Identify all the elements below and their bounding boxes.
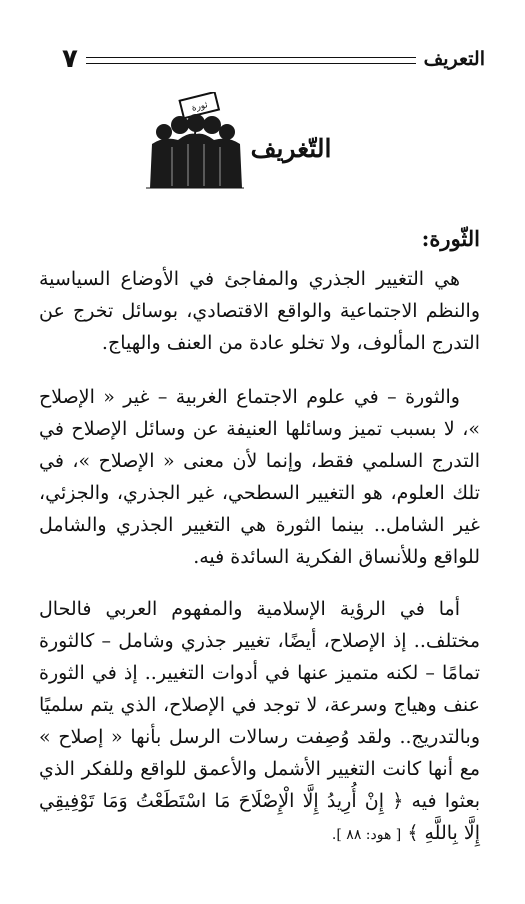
section-term: الثّورة: [421,226,480,251]
paragraph-definition [39,263,480,359]
paragraph-text-with-reference [39,593,480,851]
chapter-title: التّغريف [250,134,332,163]
page-number: ٧ [62,44,78,74]
quran-reference: [ هود: ٨٨ ]. [331,827,402,843]
paragraph-islamic-view [39,593,480,851]
running-header [62,46,485,72]
protest-crowd-emblem-icon [140,92,250,190]
paragraph-text: هي التغيير الجذري والمفاجئ في الأوضاع السياسية والنظم الاجتماعية والواقع الاقتصادي، بوسائل تخرج عن التدرج المألوف، ولا تخلو عادة من العنف والهياج. [39,268,480,354]
paragraph-text: والثورة – في علوم الاجتماع الغربية – غير « الإصلاح »، لا بسبب تميز وسائلها العنيفة عن وسائل الإصلاح في التدرج السلمي فقط، وإنما لأن معنى « الإصلاح »، في تلك العلوم، هو التغيير السطحي، غير الجذري، والجزئي، غير الشامل.. بينما الثورة هي التغيير الجذري والشامل للواقع وللأنساق الفكرية السائدة فيه. [39,386,480,568]
header-double-rule [86,57,416,64]
emblem-sign-text: ثورة [190,100,209,114]
paragraph-text: أما في الرؤية الإسلامية والمفهوم العربي فالحال مختلف.. إذ الإصلاح، أيضًا، تغيير جذري وشامل – كالثورة تمامًا – لكنه متميز عنها في أدوات التغيير.. إذ في الثورة عنف وهياج وسرعة، لا توجد في الإصلاح، الذي يتم سلميًا وبالتدريج.. ولقد وُصِفت رسالات الرسل بأنها « إصلاح » مع أنها كانت التغيير الأشمل والأعمق للواقع وللفكر الذي بعثوا فيه ﴿ إِنْ أُرِيدُ إِلَّا الْإِصْلَاحَ مَا اسْتَطَعْتُ وَمَا تَوْفِيقِي إِلَّا بِاللَّهِ ﴾ [39,598,480,844]
running-title: التعريف [423,48,485,70]
paragraph-western-view [39,381,480,573]
